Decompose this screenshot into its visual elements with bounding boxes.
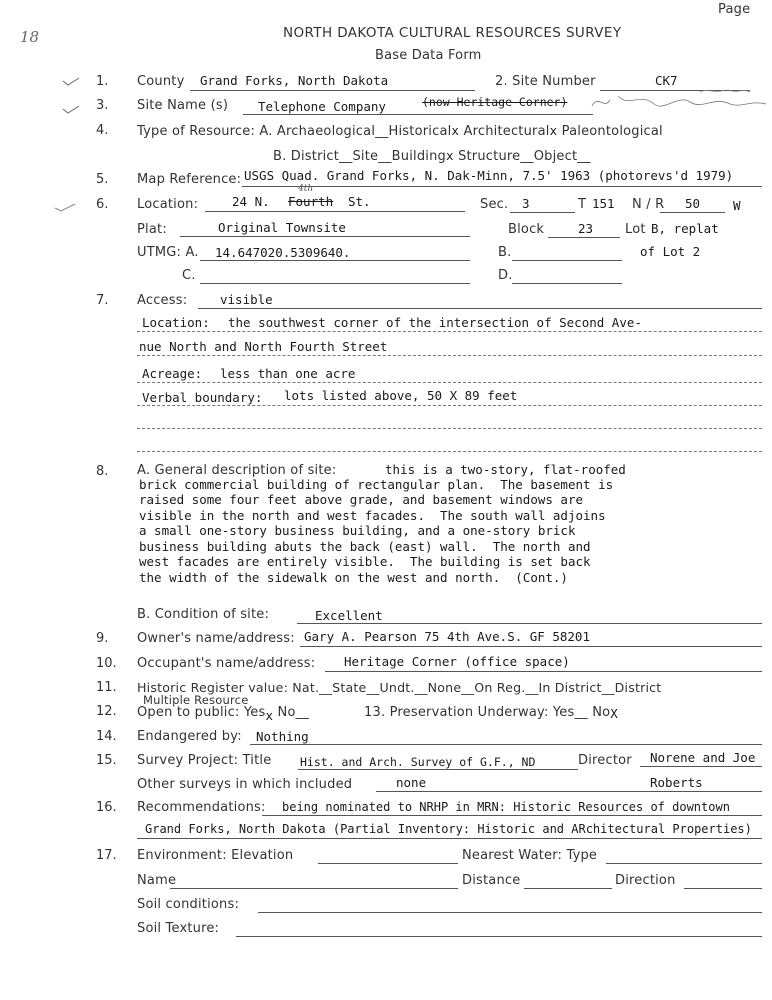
acreage-label: Acreage: [142, 366, 203, 381]
description-line-1: this is a two-story, flat-roofed [385, 462, 626, 477]
block-value: 23 [578, 221, 594, 236]
open-to-public-label: Open to public: Yesx No__ [137, 705, 310, 723]
survey-project-title: Hist. and Arch. Survey of G.F., ND [300, 755, 536, 769]
field-10-number: 10. [96, 656, 117, 671]
access-location-value: the southwest corner of the intersection of Second Ave- [228, 315, 642, 330]
county-label: County [137, 74, 185, 89]
verbal-boundary-label: Verbal boundary: [142, 390, 263, 405]
access-label: Access: [137, 293, 188, 308]
lot-label: Lot [625, 222, 646, 237]
soil-texture-label: Soil Texture: [137, 921, 220, 936]
check-mark-icon [54, 202, 76, 212]
elevation-label: Environment: Elevation [137, 848, 294, 863]
general-description-label: A. General description of site: [137, 463, 337, 478]
location-street-suffix: St. [348, 194, 371, 209]
recommendations-value-continued: Grand Forks, North Dakota (Partial Inventory: Historic and ARchitectural Properties) [145, 822, 752, 836]
location-label: Location: [137, 197, 199, 212]
field-14-number: 14. [96, 729, 117, 744]
lot-value-continued: of Lot 2 [640, 244, 701, 259]
form-title: NORTH DAKOTA CULTURAL RESOURCES SURVEY [283, 25, 622, 41]
lot-value: B, replat [651, 221, 719, 236]
utmg-b-label: B. [498, 245, 512, 260]
condition-value: Excellent [315, 608, 383, 623]
description-line-6: business building abuts the back (east) wall. The north and [139, 539, 591, 554]
site-number-value: CK7 [655, 73, 678, 88]
range-label: N / R [632, 197, 665, 212]
form-subtitle: Base Data Form [375, 48, 482, 63]
field-5-number: 5. [96, 172, 109, 187]
township-label: T [578, 197, 587, 212]
verbal-boundary-value: lots listed above, 50 X 89 feet [284, 388, 518, 403]
access-location-label: Location: [142, 315, 210, 330]
description-line-8: the width of the sidewalk on the west and north. (Cont.) [139, 570, 568, 585]
other-surveys-label: Other surveys in which included [137, 777, 353, 792]
county-value: Grand Forks, North Dakota [200, 73, 389, 88]
survey-project-label: Survey Project: Title [137, 753, 272, 768]
director-value: Norene and Joe [650, 750, 756, 765]
field-1-number: 1. [96, 74, 109, 89]
acreage-value: less than one acre [220, 366, 356, 381]
field-6-number: 6. [96, 197, 109, 212]
field-15-number: 15. [96, 753, 117, 768]
field-16-number: 16. [96, 800, 117, 815]
historic-register-label: Historic Register value: Nat.__State__Undt.__None__On Reg.__In District__District [137, 680, 662, 695]
field-17-number: 17. [96, 848, 117, 863]
section-label: Sec. [480, 197, 509, 212]
site-name-struck-text: (now Heritage Corner) [422, 95, 568, 109]
page-label: Page [718, 2, 751, 17]
preservation-underway-label: 13. Preservation Underway: Yes__ NoX [364, 705, 619, 721]
recommendations-value: being nominated to NRHP in MRN: Historic Resources of downtown [282, 800, 730, 814]
field-3-number: 3. [96, 98, 109, 113]
handwritten-annotation-icon [590, 86, 770, 122]
resource-type-line-b: B. District__Site__Buildingx Structure__Object__ [273, 148, 591, 164]
owner-value: Gary A. Pearson 75 4th Ave.S. GF 58201 [304, 629, 590, 644]
description-line-5: a small one-story business building, and a one-story brick [139, 523, 576, 538]
owner-label: Owner's name/address: [137, 631, 295, 646]
water-name-label: Name [137, 873, 177, 888]
field-8-number: 8. [96, 464, 109, 479]
map-reference-value: USGS Quad. Grand Forks, N. Dak-Minn, 7.5' 1963 (photorevs'd 1979) [244, 168, 734, 183]
occupant-label: Occupant's name/address: [137, 656, 316, 671]
description-line-7: west facades are entirely visible. The building is set back [139, 554, 591, 569]
resource-type-label: Type of Resource: A. Archaeological__Historicalx Architecturalx Paleontological [137, 123, 663, 139]
plat-value: Original Townsite [218, 220, 346, 235]
range-value: 50 [685, 196, 701, 211]
location-struck-street: Fourth [288, 194, 334, 209]
access-location-value-continued: nue North and North Fourth Street [139, 339, 388, 354]
access-value: visible [220, 292, 273, 307]
utmg-d-label: D. [498, 268, 513, 283]
occupant-value: Heritage Corner (office space) [344, 654, 570, 669]
location-street-number: 24 N. [232, 194, 270, 209]
field-4-number: 4. [96, 123, 109, 138]
block-label: Block [508, 222, 545, 237]
township-value: 151 [592, 196, 615, 211]
endangered-value: Nothing [256, 729, 309, 744]
range-direction: W [733, 198, 741, 213]
description-line-4: visible in the north and west facades. The south wall adjoins [139, 508, 606, 523]
distance-label: Distance [462, 873, 521, 888]
plat-label: Plat: [137, 222, 167, 237]
other-surveys-value: none [396, 775, 427, 790]
check-mark-icon [62, 76, 80, 86]
recommendations-label: Recommendations: [137, 800, 266, 815]
field-12-number: 12. [96, 704, 117, 719]
multiple-resource-note: Multiple Resource [143, 693, 249, 707]
director-label: Director [578, 753, 632, 768]
map-reference-label: Map Reference: [137, 172, 242, 187]
director-value-continued: Roberts [650, 775, 703, 790]
endangered-label: Endangered by: [137, 729, 242, 744]
nearest-water-label: Nearest Water: Type [462, 848, 598, 863]
utmg-value: 14.647020.5309640. [215, 245, 351, 260]
direction-label: Direction [615, 873, 676, 888]
handwritten-street-correction: 4th [298, 184, 314, 194]
soil-conditions-label: Soil conditions: [137, 897, 240, 912]
check-mark-icon [62, 104, 80, 114]
site-name-label: Site Name (s) [137, 98, 229, 113]
corner-handwritten-mark: 18 [20, 28, 40, 46]
utmg-c-label: C. [182, 268, 196, 283]
utmg-label: UTMG: A. [137, 245, 199, 260]
site-number-label: 2. Site Number [495, 74, 596, 89]
field-9-number: 9. [96, 631, 109, 646]
description-line-3: raised some four feet above grade, and basement windows are [139, 492, 584, 507]
description-line-2: brick commercial building of rectangular plan. The basement is [139, 477, 614, 492]
section-value: 3 [522, 196, 530, 211]
condition-label: B. Condition of site: [137, 607, 270, 622]
site-name-value: Telephone Company [258, 99, 386, 114]
field-11-number: 11. [96, 680, 117, 695]
field-7-number: 7. [96, 293, 109, 308]
